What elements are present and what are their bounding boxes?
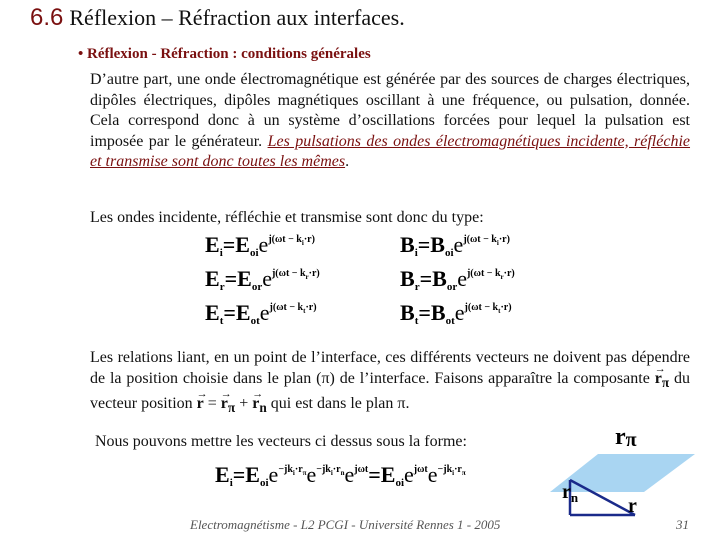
wave-equations — [195, 230, 525, 330]
amplitude-subscript: oi — [249, 247, 259, 259]
field-subscript: i — [414, 247, 418, 259]
exp-base: e — [262, 266, 272, 291]
field-subscript: r — [219, 281, 225, 293]
equals-sign: = — [232, 462, 246, 487]
b-equation-row — [400, 232, 510, 259]
slide-title — [30, 4, 405, 32]
exp-base: e — [258, 232, 269, 257]
vector-r-pi-sub: π — [661, 375, 670, 391]
equals-sign: = — [417, 232, 431, 257]
amplitude-symbol: E — [380, 462, 396, 487]
amplitude-subscript: ot — [445, 315, 455, 327]
exponent-end: ·r) — [305, 302, 317, 313]
field-symbol: E — [215, 462, 230, 487]
label-r-pi-sub: π — [625, 429, 637, 451]
vector-r-pi — [655, 368, 669, 393]
exponent: jωt — [413, 464, 428, 475]
b-equation-row — [400, 266, 515, 293]
exponent-subscript: i — [292, 469, 295, 477]
vector-r-n — [252, 393, 267, 418]
decomposed-wave-equation — [210, 456, 540, 492]
exp-base: e — [454, 300, 465, 325]
exponent: j(ωt − k — [463, 234, 497, 245]
amplitude-subscript: oi — [395, 477, 405, 489]
exponent: j(ωt − k — [464, 302, 499, 313]
exponent: −jk — [316, 464, 331, 475]
exponent-end: ·r) — [308, 268, 320, 279]
amplitude-symbol: E — [237, 266, 252, 291]
field-subscript: t — [219, 315, 224, 327]
field-symbol: B — [400, 300, 415, 325]
wavevector-subscript: r — [305, 273, 309, 281]
exponent-subscript: π — [461, 469, 466, 477]
field-symbol: B — [400, 266, 415, 291]
wavevector-subscript: t — [303, 307, 306, 315]
exp-base: e — [404, 462, 414, 487]
b-field-equations — [400, 232, 515, 327]
exponent-subscript: n — [340, 469, 345, 477]
equals-sign: = — [418, 300, 431, 325]
equals-sign: = — [222, 232, 236, 257]
amplitude-subscript: ot — [250, 315, 260, 327]
title-text: Réflexion – Réfraction aux interfaces. — [69, 5, 405, 30]
equals-sign: = — [224, 266, 238, 291]
vector-r-n-symbol: r — [252, 395, 260, 413]
wavevector-subscript: t — [498, 307, 501, 315]
exp-base: e — [453, 232, 464, 257]
e-field-equations — [205, 232, 320, 327]
vector-r-pi-2-sub: π — [227, 400, 236, 416]
exponent-end: ·r) — [498, 234, 510, 245]
amplitude-subscript: oi — [444, 247, 454, 259]
paragraph-position-text-1: Les relations liant, en un point de l’interface, ces différents vecteurs ne doivent pas dépendre de la position choisie dans le plan (π) de l’interface. Faisons apparaître la composante — [90, 349, 690, 387]
exponent-subscript: i — [452, 469, 455, 477]
paragraph-position-text-3: qui est dans le plan π. — [266, 395, 410, 413]
amplitude-symbol: B — [430, 300, 446, 325]
b-equation-row — [400, 300, 512, 327]
field-symbol: E — [205, 300, 220, 325]
paragraph-vector-form: Nous pouvons mettre les vecteurs ci dessus sous la forme: — [95, 433, 467, 450]
exponent-subscript: π — [302, 469, 307, 477]
amplitude-symbol: E — [245, 462, 260, 487]
interface-plane — [550, 454, 695, 492]
amplitude-symbol: B — [430, 232, 445, 257]
vector-r-n-sub: n — [259, 400, 267, 416]
footer-text: Electromagnétisme - L2 PCGI - Université Rennes 1 - 2005 — [190, 517, 501, 532]
plus-sign: + — [235, 395, 253, 413]
paragraph-wave-types: Les ondes incidente, réfléchie et transmise sont donc du type: — [90, 209, 484, 226]
equals-sign: = — [419, 266, 433, 291]
label-r-n-symbol: r — [562, 481, 571, 503]
vector-r-pi-symbol: r — [654, 370, 662, 387]
wavevector-subscript: i — [496, 239, 499, 247]
field-subscript: r — [414, 281, 420, 293]
exp-base: e — [344, 462, 355, 487]
exponent-end: ·r — [454, 464, 462, 475]
decomposed-row — [215, 462, 466, 489]
exp-base: e — [457, 266, 467, 291]
paragraph-oscillations-end: . — [345, 153, 350, 170]
field-symbol: E — [205, 232, 220, 257]
exponent: j(ωt − k — [268, 234, 302, 245]
exponent: jωt — [354, 464, 369, 475]
equals-sign: = — [203, 395, 221, 413]
field-subscript: i — [229, 477, 233, 489]
paragraph-position-text-2: du vecteur position — [90, 370, 691, 413]
paragraph-oscillations-text: D’autre part, une onde électromagnétique est générée par des sources de charges électriques, dipôles électriques, dipôles magnétiques oscillant à une fréquence, ou pulsation, donnée. Cela correspond donc à un système d’oscillations forcées pour lequel la pulsation est imposée par le générateur. — [90, 71, 690, 150]
equals-sign: = — [223, 300, 236, 325]
field-symbol: E — [205, 266, 220, 291]
paragraph-oscillations — [90, 70, 690, 173]
amplitude-symbol: B — [432, 266, 447, 291]
exponent: −jk — [437, 464, 453, 475]
field-subscript: i — [219, 247, 223, 259]
exponent: j(ωt − k — [466, 268, 501, 279]
equals-sign: = — [368, 462, 381, 487]
vector-r-pi-2 — [221, 393, 235, 418]
field-subscript: t — [414, 315, 419, 327]
wavevector-subscript: r — [500, 273, 504, 281]
exponent-end: ·r) — [500, 302, 512, 313]
label-r-n-sub: n — [570, 490, 579, 505]
e-equation-row — [205, 232, 315, 259]
exp-base: e — [427, 462, 438, 487]
label-r: r — [628, 495, 637, 517]
wavevector-subscript: i — [301, 239, 304, 247]
label-r-pi-symbol: r — [615, 424, 626, 450]
paragraph-position-decomposition — [90, 347, 690, 418]
vector-r-pi-2-symbol: r — [220, 395, 228, 413]
e-equation-row — [205, 266, 320, 293]
page-number: 31 — [676, 517, 689, 532]
exponent-end: ·r — [294, 464, 303, 475]
exponent: j(ωt − k — [269, 302, 304, 313]
exp-base: e — [268, 462, 279, 487]
e-equation-row — [205, 300, 317, 327]
amplitude-symbol: E — [235, 232, 250, 257]
exponent-end: ·r — [332, 464, 341, 475]
amplitude-subscript: or — [446, 281, 458, 293]
amplitude-symbol: E — [235, 300, 251, 325]
exp-base: e — [259, 300, 270, 325]
paragraph-oscillations-emphasis: Les pulsations des ondes électromagnétiques incidente, réfléchie et transmise sont donc toutes les mêmes — [90, 132, 691, 170]
exponent: j(ωt − k — [271, 268, 306, 279]
subtitle: • Réflexion - Réfraction : conditions générales — [78, 46, 371, 62]
section-number: 6.6 — [30, 4, 64, 31]
position-vector-diagram — [540, 420, 720, 520]
exponent-end: ·r) — [303, 234, 315, 245]
field-symbol: B — [400, 232, 415, 257]
exp-base: e — [306, 462, 317, 487]
decomposed-equation-terms — [215, 462, 466, 489]
amplitude-subscript: or — [251, 281, 263, 293]
exponent: −jk — [278, 464, 293, 475]
exponent-subscript: i — [330, 469, 333, 477]
exponent-end: ·r) — [503, 268, 515, 279]
vector-r: → r — [197, 393, 204, 414]
amplitude-subscript: oi — [259, 477, 269, 489]
label-r-pi — [615, 424, 637, 451]
